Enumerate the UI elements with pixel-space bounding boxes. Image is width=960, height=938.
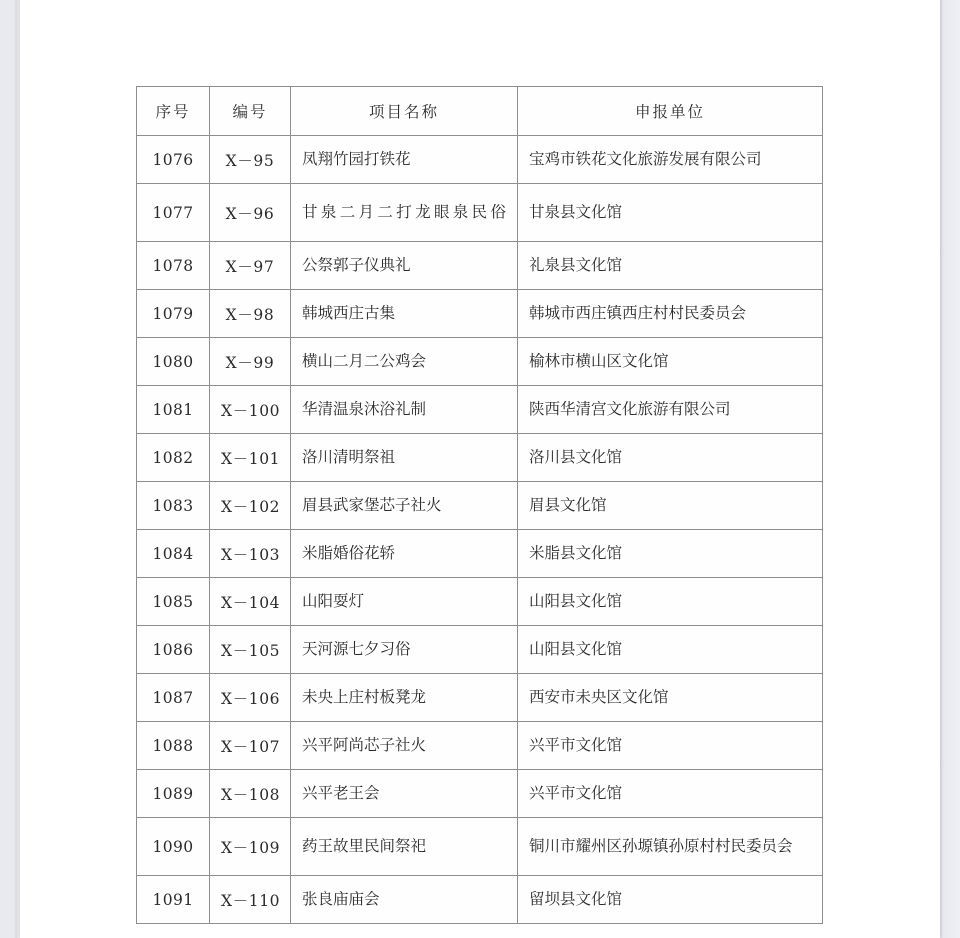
table-row [137, 338, 823, 386]
cell-unit: 榆林市横山区文化馆 [518, 338, 823, 386]
cell-name: 山阳耍灯 [291, 578, 518, 626]
column-header-code: 编号 [210, 87, 291, 136]
cell-code: Ⅹ－104 [210, 578, 291, 626]
table-row [137, 530, 823, 578]
cell-code: Ⅹ－103 [210, 530, 291, 578]
cell-seq: 1082 [137, 434, 210, 482]
cell-unit: 兴平市文化馆 [518, 722, 823, 770]
cell-seq: 1091 [137, 876, 210, 924]
cell-seq: 1089 [137, 770, 210, 818]
cell-unit: 宝鸡市铁花文化旅游发展有限公司 [518, 136, 823, 184]
cell-seq: 1081 [137, 386, 210, 434]
column-header-seq: 序号 [137, 87, 210, 136]
cell-name: 米脂婚俗花轿 [291, 530, 518, 578]
project-list-table [136, 86, 823, 924]
cell-unit: 西安市未央区文化馆 [518, 674, 823, 722]
cell-name: 凤翔竹园打铁花 [291, 136, 518, 184]
cell-unit: 山阳县文化馆 [518, 578, 823, 626]
table-row [137, 876, 823, 924]
cell-code: Ⅹ－96 [210, 184, 291, 242]
cell-name: 药王故里民间祭祀 [291, 818, 518, 876]
cell-unit: 陕西华清宫文化旅游有限公司 [518, 386, 823, 434]
table-row [137, 136, 823, 184]
cell-code: Ⅹ－106 [210, 674, 291, 722]
page-right-edge-shadow [938, 0, 960, 938]
table-row [137, 770, 823, 818]
cell-unit: 韩城市西庄镇西庄村村民委员会 [518, 290, 823, 338]
table-row [137, 386, 823, 434]
cell-name: 华清温泉沐浴礼制 [291, 386, 518, 434]
column-header-unit: 申报单位 [518, 87, 823, 136]
cell-code: Ⅹ－95 [210, 136, 291, 184]
cell-unit: 眉县文化馆 [518, 482, 823, 530]
cell-code: Ⅹ－102 [210, 482, 291, 530]
cell-code: Ⅹ－97 [210, 242, 291, 290]
cell-unit: 兴平市文化馆 [518, 770, 823, 818]
cell-seq: 1086 [137, 626, 210, 674]
table-row [137, 184, 823, 242]
cell-code: Ⅹ－101 [210, 434, 291, 482]
cell-seq: 1083 [137, 482, 210, 530]
cell-code: Ⅹ－110 [210, 876, 291, 924]
cell-seq: 1079 [137, 290, 210, 338]
cell-name: 公祭郭子仪典礼 [291, 242, 518, 290]
document-page [20, 0, 940, 938]
project-list-table-container [136, 86, 822, 924]
cell-seq: 1076 [137, 136, 210, 184]
cell-unit: 礼泉县文化馆 [518, 242, 823, 290]
cell-name: 洛川清明祭祖 [291, 434, 518, 482]
cell-name: 横山二月二公鸡会 [291, 338, 518, 386]
table-row [137, 434, 823, 482]
table-header [137, 87, 823, 136]
cell-code: Ⅹ－98 [210, 290, 291, 338]
cell-code: Ⅹ－107 [210, 722, 291, 770]
table-row [137, 722, 823, 770]
cell-name: 眉县武家堡芯子社火 [291, 482, 518, 530]
cell-name: 张良庙庙会 [291, 876, 518, 924]
cell-unit: 甘泉县文化馆 [518, 184, 823, 242]
table-row [137, 242, 823, 290]
table-row [137, 482, 823, 530]
table-row [137, 674, 823, 722]
cell-unit: 洛川县文化馆 [518, 434, 823, 482]
cell-unit: 山阳县文化馆 [518, 626, 823, 674]
cell-code: Ⅹ－109 [210, 818, 291, 876]
table-row [137, 626, 823, 674]
cell-name: 天河源七夕习俗 [291, 626, 518, 674]
cell-seq: 1084 [137, 530, 210, 578]
cell-unit: 留坝县文化馆 [518, 876, 823, 924]
cell-name: 未央上庄村板凳龙 [291, 674, 518, 722]
cell-code: Ⅹ－105 [210, 626, 291, 674]
cell-name: 韩城西庄古集 [291, 290, 518, 338]
cell-seq: 1078 [137, 242, 210, 290]
cell-seq: 1080 [137, 338, 210, 386]
table-header-row [137, 87, 823, 136]
table-row [137, 290, 823, 338]
cell-seq: 1077 [137, 184, 210, 242]
cell-name: 甘泉二月二打龙眼泉民俗 [291, 184, 518, 242]
cell-name: 兴平老王会 [291, 770, 518, 818]
cell-seq: 1085 [137, 578, 210, 626]
table-row [137, 818, 823, 876]
table-row [137, 578, 823, 626]
cell-name: 兴平阿尚芯子社火 [291, 722, 518, 770]
cell-code: Ⅹ－99 [210, 338, 291, 386]
cell-code: Ⅹ－108 [210, 770, 291, 818]
cell-code: Ⅹ－100 [210, 386, 291, 434]
table-body [137, 136, 823, 924]
cell-seq: 1090 [137, 818, 210, 876]
cell-seq: 1088 [137, 722, 210, 770]
cell-unit: 铜川市耀州区孙塬镇孙原村村民委员会 [518, 818, 823, 876]
cell-seq: 1087 [137, 674, 210, 722]
column-header-name: 项目名称 [291, 87, 518, 136]
cell-unit: 米脂县文化馆 [518, 530, 823, 578]
